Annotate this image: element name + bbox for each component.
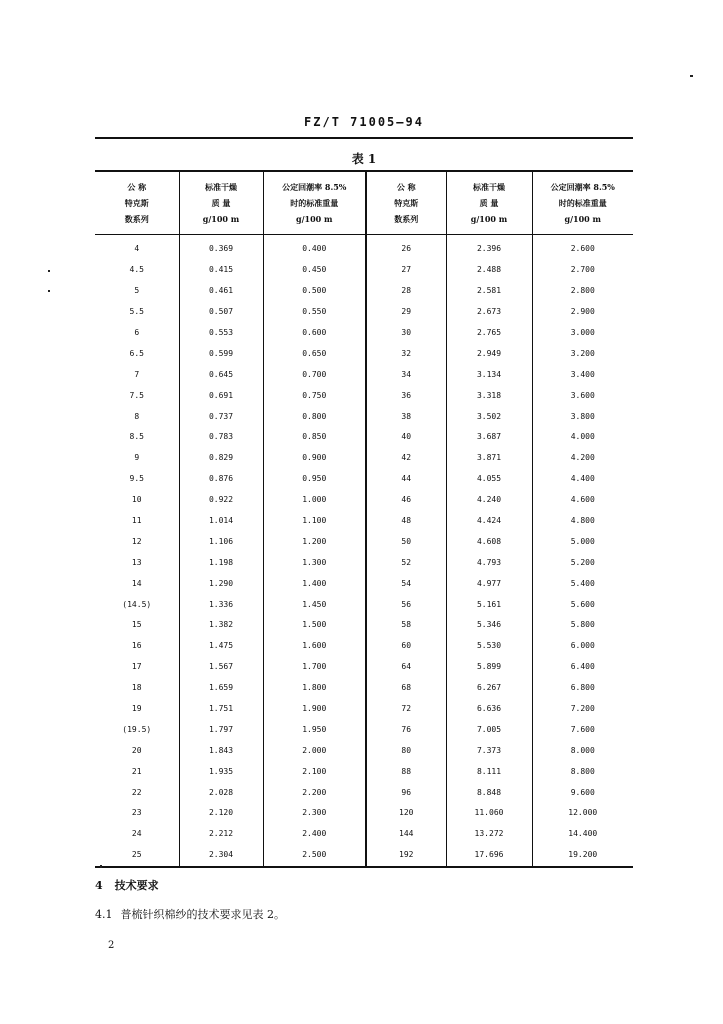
table-row [95,573,633,594]
table-row [95,323,633,344]
table-cell: 1.336 [179,594,263,615]
table-cell: 3.318 [446,385,532,406]
table-cell: 36 [366,385,446,406]
table-cell: 17.696 [446,845,532,867]
table-cell: 1.300 [263,552,366,573]
table-cell: 7.600 [532,719,633,740]
table-cell: 54 [366,573,446,594]
table-cell: 0.553 [179,323,263,344]
table-cell: 0.950 [263,469,366,490]
table-cell: 1.567 [179,657,263,678]
table-cell: 29 [366,302,446,323]
table-cell: (14.5) [122,599,152,609]
table-cell: 25 [95,845,179,867]
table-cell: 6.5 [129,348,144,358]
table-cell: 1.950 [263,719,366,740]
table-cell: 0.600 [263,323,366,344]
table-cell: 6 [134,328,140,337]
table-cell: 3.687 [446,427,532,448]
table-cell: 40 [366,427,446,448]
table-row [95,385,633,406]
column-header: 标准干燥 质 量 g/100 m [446,171,532,235]
table-cell: 34 [366,364,446,385]
table-cell: 11 [131,516,142,526]
table-cell: 0.450 [263,260,366,281]
table-cell: 1.106 [179,531,263,552]
table-row [95,552,633,573]
table-cell: 0.783 [179,427,263,448]
table-cell: 0.461 [179,281,263,302]
table-cell: 3.800 [532,406,633,427]
table-cell: 17 [131,662,142,672]
table-cell: 8.000 [532,740,633,761]
table-cell: 4.608 [446,531,532,552]
table-cell: 1.600 [263,636,366,657]
table-row [95,636,633,657]
table-cell: 1.450 [263,594,366,615]
table-row [95,803,633,824]
column-header: 公定回潮率 8.5% 时的标准重量 g/100 m [263,171,366,235]
table-cell: 192 [366,845,446,867]
table-cell: 5.200 [532,552,633,573]
table-cell: 2.500 [263,845,366,867]
table-cell: 1.000 [263,490,366,511]
table-cell: 28 [366,281,446,302]
table-cell: 2.765 [446,323,532,344]
table-cell: 0.900 [263,448,366,469]
table-cell: 21 [131,766,142,776]
table-cell: 2.949 [446,343,532,364]
table-cell: 2.800 [532,281,633,302]
table-row [95,448,633,469]
standard-code-header: FZ/T 71005—94 [304,115,424,129]
scan-speck [48,290,50,292]
table-row [95,511,633,532]
table-cell: 13 [131,557,142,567]
table-cell: 4.240 [446,490,532,511]
table-row [95,531,633,552]
table-cell: 2.200 [263,782,366,803]
table-cell: 2.212 [179,824,263,845]
table-cell: 0.507 [179,302,263,323]
paragraph [95,906,285,922]
table-cell: 9 [134,453,140,463]
table-cell: 6.800 [532,678,633,699]
table-cell: 48 [366,511,446,532]
table-cell: 0.369 [179,235,263,260]
table-cell: 4.424 [446,511,532,532]
section-heading [95,877,171,893]
table-cell: 0.700 [263,364,366,385]
table-cell: 6.267 [446,678,532,699]
table-cell: 1.500 [263,615,366,636]
table-cell: 4.793 [446,552,532,573]
table-cell: 0.415 [179,260,263,281]
table-cell: 0.800 [263,406,366,427]
table-cell: 24 [131,829,142,839]
table-cell: 3.871 [446,448,532,469]
table-cell: 14 [131,578,142,588]
scan-speck [100,865,102,868]
table-row [95,845,633,867]
page-number: 2 [108,940,115,951]
table-row [95,678,633,699]
table-cell: 8.5 [129,432,144,442]
table-row [95,699,633,720]
table-cell: 1.659 [179,678,263,699]
table-cell: 13.272 [446,824,532,845]
table-cell: 26 [366,235,446,260]
table-cell: 44 [366,469,446,490]
table-cell: 4.800 [532,511,633,532]
scan-speck [48,270,50,272]
table-cell: 1.198 [179,552,263,573]
section-title: 技术要求 [114,879,159,892]
table-cell: 27 [366,260,446,281]
table-cell: 2.000 [263,740,366,761]
table-cell: 2.600 [532,235,633,260]
table-cell: 0.599 [179,343,263,364]
table-cell: 12.000 [532,803,633,824]
table-cell: 1.800 [263,678,366,699]
table-cell: 9.5 [129,474,144,484]
table-cell: 22 [131,787,142,797]
table-cell: 46 [366,490,446,511]
table-cell: 8.848 [446,782,532,803]
table-cell: 19 [131,704,142,714]
table-cell: 6.400 [532,657,633,678]
table-cell: 4.055 [446,469,532,490]
table-cell: 32 [366,343,446,364]
table-cell: 5.530 [446,636,532,657]
column-header: 公 称 特克斯 数系列 [366,171,446,235]
table-cell: 0.645 [179,364,263,385]
table-row [95,469,633,490]
table-cell: 7 [134,369,140,379]
table-cell: 9.600 [532,782,633,803]
table-cell: 7.200 [532,699,633,720]
table-cell: 1.200 [263,531,366,552]
table-cell: 0.750 [263,385,366,406]
table-cell: 5.000 [532,531,633,552]
table-cell: 2.900 [532,302,633,323]
table-row [95,719,633,740]
table-cell: 20 [131,745,142,755]
table-cell: 3.600 [532,385,633,406]
table-cell: 2.300 [263,803,366,824]
table-cell: 15 [131,620,142,630]
table-row [95,364,633,385]
table-cell: 4.400 [532,469,633,490]
table-cell: 1.290 [179,573,263,594]
table-cell: 10 [131,495,142,505]
table-cell: 30 [366,323,446,344]
table-cell: 1.382 [179,615,263,636]
table-cell: 7.5 [129,390,144,400]
table-cell: 1.751 [179,699,263,720]
table-cell: 2.028 [179,782,263,803]
table-cell: 14.400 [532,824,633,845]
table-cell: 52 [366,552,446,573]
table-cell: 72 [366,699,446,720]
table-cell: 0.876 [179,469,263,490]
table-cell: (19.5) [122,724,152,734]
table-cell: 8.800 [532,761,633,782]
table-cell: 19.200 [532,845,633,867]
table-cell: 38 [366,406,446,427]
table-cell: 4.000 [532,427,633,448]
table-cell: 6.000 [532,636,633,657]
table-row [95,657,633,678]
table-cell: 1.935 [179,761,263,782]
table-cell: 0.922 [179,490,263,511]
table-row [95,594,633,615]
table-cell: 3.200 [532,343,633,364]
table-cell: 4.200 [532,448,633,469]
column-header: 公 称 特克斯 数系列 [95,171,179,235]
table-cell: 0.550 [263,302,366,323]
table-row [95,406,633,427]
table-cell: 60 [366,636,446,657]
table-cell: 3.400 [532,364,633,385]
table-cell: 88 [366,761,446,782]
table-row [95,824,633,845]
table-cell: 0.829 [179,448,263,469]
table-cell: 0.400 [263,235,366,260]
table-cell: 3.502 [446,406,532,427]
table-cell: 7.005 [446,719,532,740]
table-row [95,427,633,448]
table-cell: 2.400 [263,824,366,845]
table-cell: 1.900 [263,699,366,720]
table-cell: 5.161 [446,594,532,615]
table-cell: 120 [366,803,446,824]
scan-speck [690,75,693,77]
table-row [95,235,633,260]
table-cell: 64 [366,657,446,678]
table-cell: 4.977 [446,573,532,594]
table-row [95,490,633,511]
table-cell: 11.060 [446,803,532,824]
table-cell: 8 [134,411,140,421]
table-cell: 4.600 [532,490,633,511]
table-cell: 1.400 [263,573,366,594]
table-cell: 3.000 [532,323,633,344]
table-row [95,782,633,803]
table-row [95,281,633,302]
table-cell: 1.700 [263,657,366,678]
table-cell: 58 [366,615,446,636]
table-cell: 8.111 [446,761,532,782]
table-cell: 0.500 [263,281,366,302]
table-cell: 4.5 [129,265,144,275]
table-row [95,260,633,281]
column-header: 公定回潮率 8.5% 时的标准重量 g/100 m [532,171,633,235]
paragraph-text: 普梳针织棉纱的技术要求见表 2。 [120,908,285,921]
table-cell: 42 [366,448,446,469]
table-cell: 2.304 [179,845,263,867]
table-cell: 7.373 [446,740,532,761]
table-cell: 5 [134,286,140,296]
table-cell: 0.850 [263,427,366,448]
table-row [95,343,633,364]
table-cell: 96 [366,782,446,803]
table-cell: 3.134 [446,364,532,385]
table-cell: 6.636 [446,699,532,720]
table-cell: 16 [131,641,142,651]
table-cell: 0.737 [179,406,263,427]
table-cell: 2.488 [446,260,532,281]
table-cell: 12 [131,536,142,546]
table-cell: 1.797 [179,719,263,740]
table-cell: 5.800 [532,615,633,636]
table-cell: 23 [131,808,142,818]
table-cell: 50 [366,531,446,552]
table-cell: 5.400 [532,573,633,594]
table-header-row [95,171,633,235]
table-cell: 2.396 [446,235,532,260]
table-body [95,235,633,867]
table-cell: 56 [366,594,446,615]
table-cell: 2.100 [263,761,366,782]
table-cell: 1.100 [263,511,366,532]
table-cell: 4 [134,244,140,254]
table-row [95,615,633,636]
table-cell: 5.346 [446,615,532,636]
table-cell: 1.014 [179,511,263,532]
table-cell: 18 [131,683,142,693]
table-cell: 0.650 [263,343,366,364]
table-cell: 76 [366,719,446,740]
table-cell: 68 [366,678,446,699]
paragraph-number: 4.1 [95,908,113,921]
table-cell: 2.120 [179,803,263,824]
table-cell: 0.691 [179,385,263,406]
section-number: 4 [95,879,103,892]
header-rule [95,137,633,139]
column-header: 标准干燥 质 量 g/100 m [179,171,263,235]
table-cell: 2.581 [446,281,532,302]
table-row [95,761,633,782]
table-row [95,740,633,761]
table-cell: 1.475 [179,636,263,657]
table-cell: 5.899 [446,657,532,678]
table-cell: 80 [366,740,446,761]
table-cell: 2.673 [446,302,532,323]
table-cell: 2.700 [532,260,633,281]
table-cell: 5.5 [129,307,144,317]
table-cell: 1.843 [179,740,263,761]
table-title: 表 1 [351,152,377,166]
table-row [95,302,633,323]
tex-weight-table [95,170,633,868]
table-cell: 5.600 [532,594,633,615]
table-cell: 144 [366,824,446,845]
